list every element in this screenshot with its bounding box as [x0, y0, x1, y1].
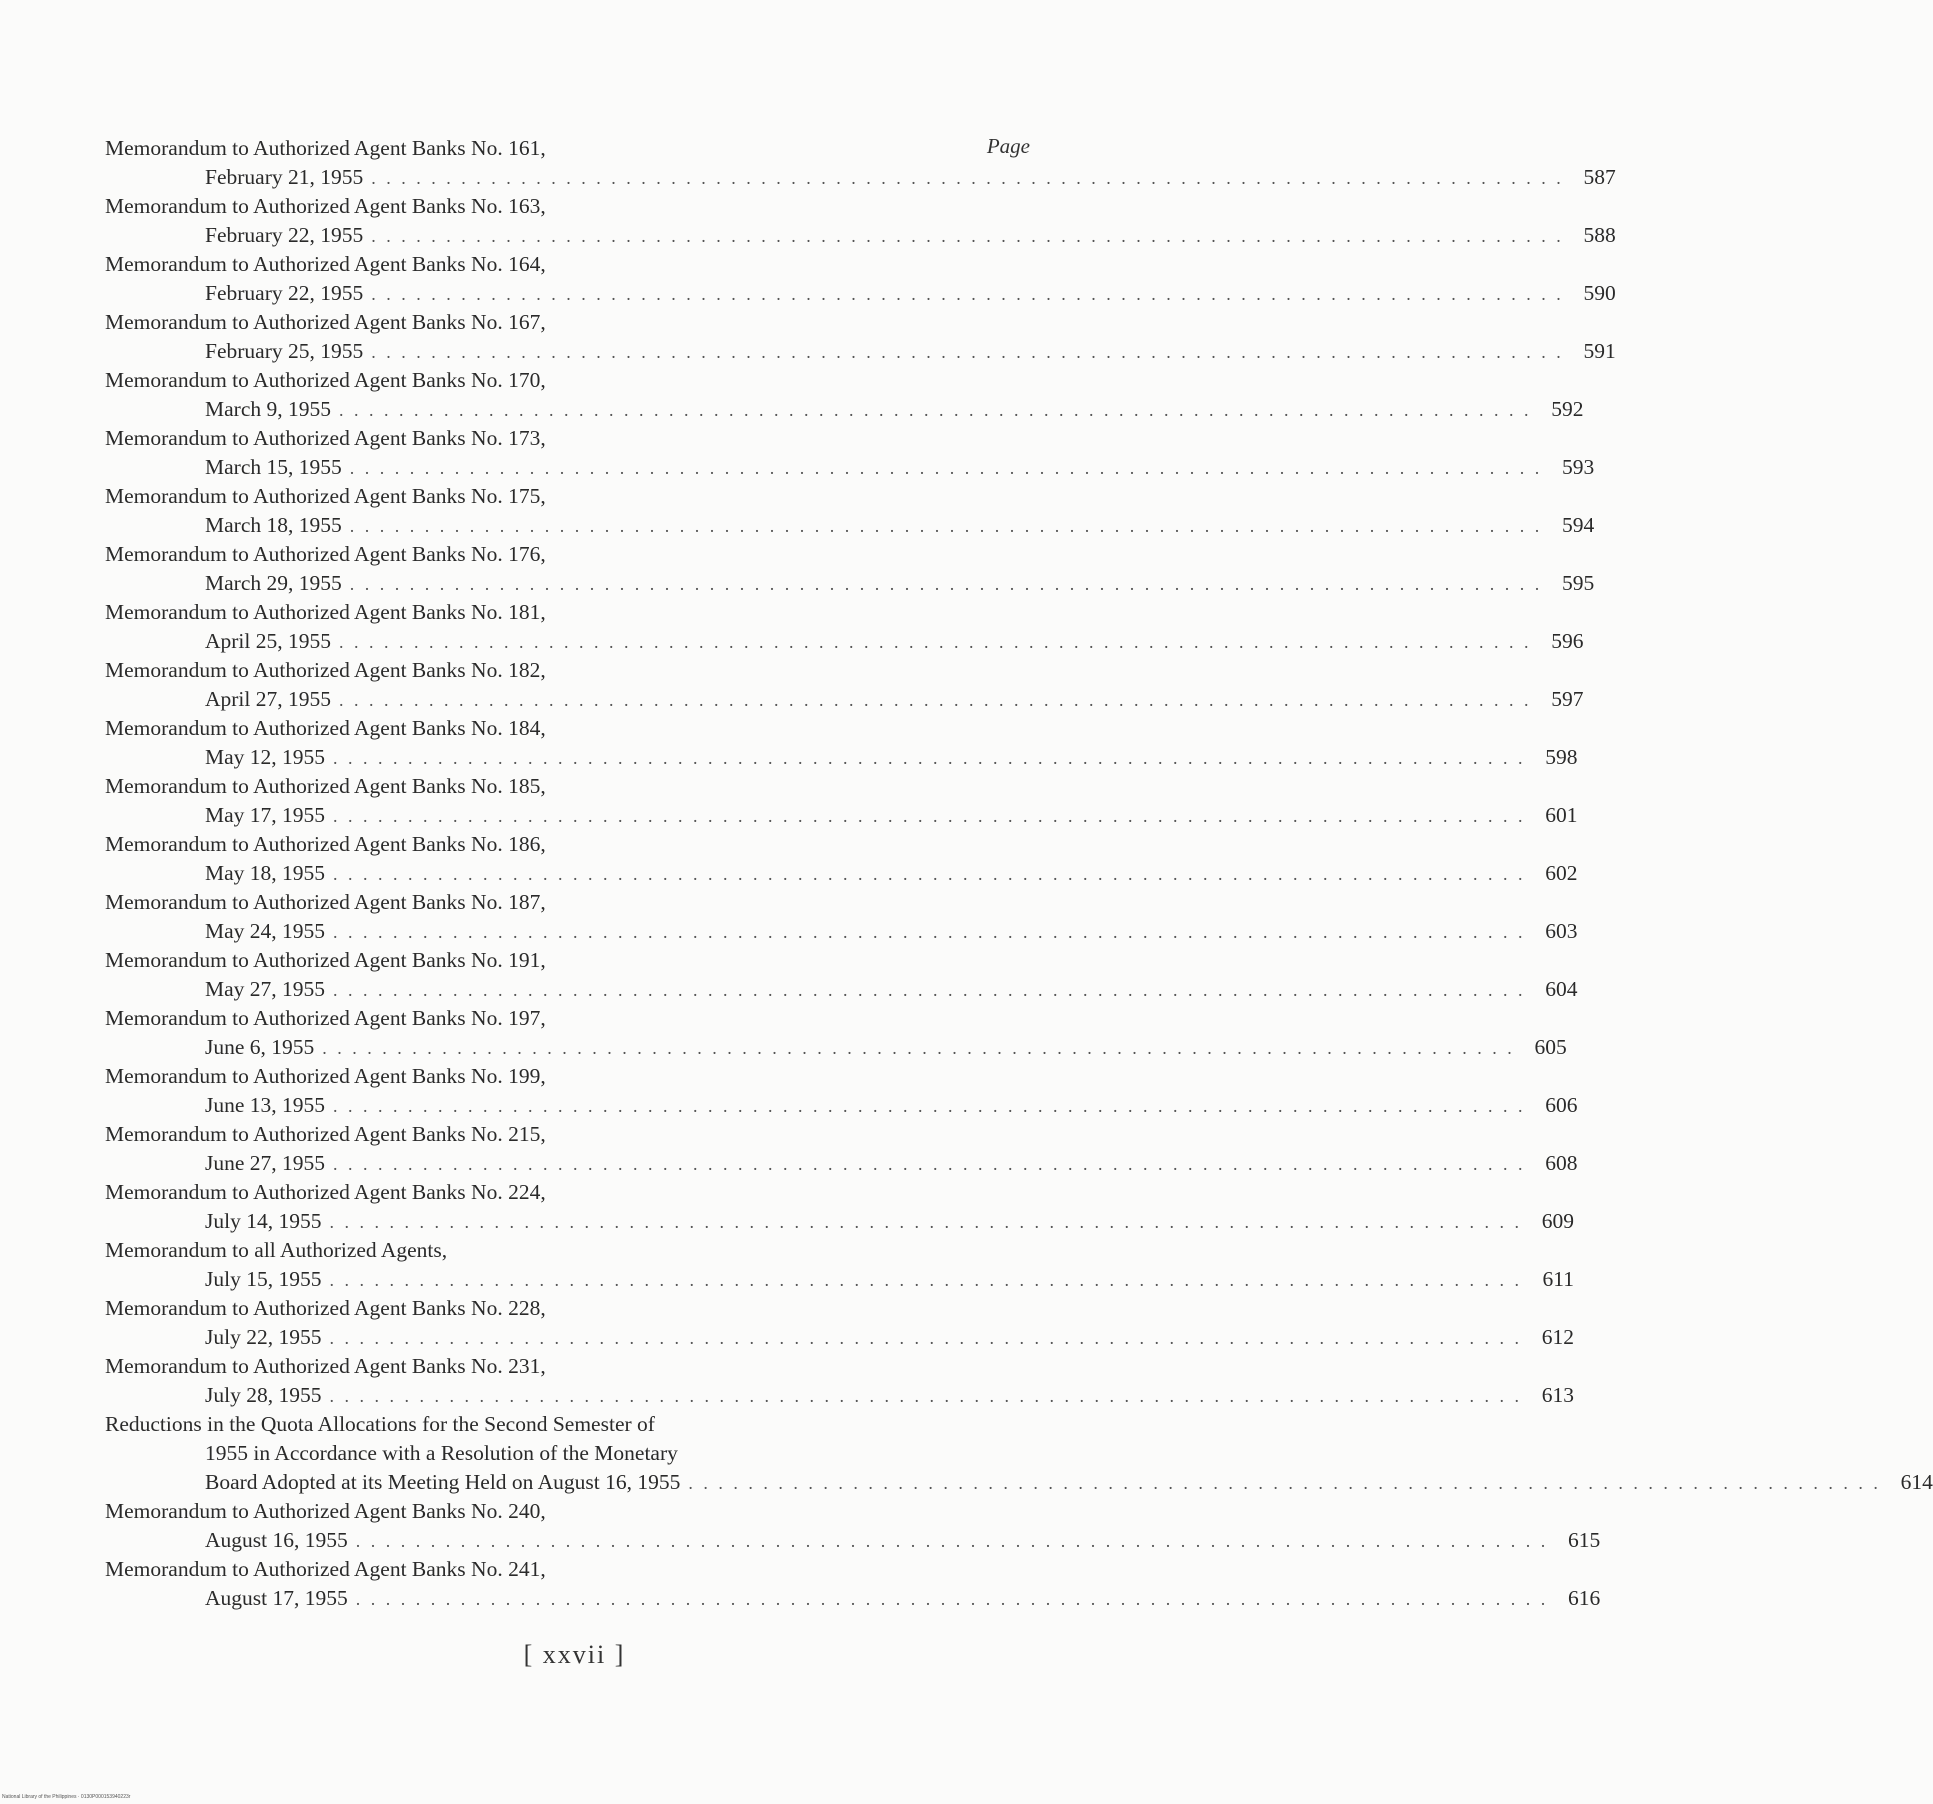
toc-entry-text: March 15, 1955 — [205, 455, 342, 479]
toc-entry-text: July 28, 1955 — [205, 1383, 322, 1407]
toc-entry-final-line — [105, 1526, 1601, 1555]
toc-entry-text: Memorandum to Authorized Agent Banks No. 175, — [105, 484, 546, 508]
toc-entry-text: Memorandum to Authorized Agent Banks No. 184, — [105, 716, 546, 740]
dot-leader: . . . . . . . . . . . . . . . . . . . . . . . . . . . . . . . . . . . . . . . . . . . . . . . . . . . . . . . . . . . . . . . . . . . . . . . . . . . . . . . . — [333, 1096, 1526, 1116]
dot-leader: . . . . . . . . . . . . . . . . . . . . . . . . . . . . . . . . . . . . . . . . . . . . . . . . . . . . . . . . . . . . . . . . . . . . . . . . . . . . . . . . — [329, 1386, 1522, 1406]
toc-entry-final-line — [105, 859, 1578, 888]
toc-entry — [105, 1294, 1574, 1352]
toc-entry-text: May 17, 1955 — [205, 803, 326, 827]
dot-leader: . . . . . . . . . . . . . . . . . . . . . . . . . . . . . . . . . . . . . . . . . . . . . . . . . . . . . . . . . . . . . . . . . . . . . . . . . . . . . . . . — [333, 864, 1526, 884]
toc-entry-text: Memorandum to Authorized Agent Banks No. 176, — [105, 542, 546, 566]
toc-entry-text: March 9, 1955 — [205, 397, 331, 421]
dot-leader: . . . . . . . . . . . . . . . . . . . . . . . . . . . . . . . . . . . . . . . . . . . . . . . . . . . . . . . . . . . . . . . . . . . . . . . . . . . . . . . . — [371, 284, 1564, 304]
toc-entry-text: August 16, 1955 — [205, 1528, 348, 1552]
toc-entry-text: Memorandum to Authorized Agent Banks No. 241, — [105, 1557, 546, 1581]
dot-leader: . . . . . . . . . . . . . . . . . . . . . . . . . . . . . . . . . . . . . . . . . . . . . . . . . . . . . . . . . . . . . . . . . . . . . . . . . . . . . . . . — [371, 342, 1564, 362]
toc-entry-text: February 21, 1955 — [205, 165, 364, 189]
toc-entry — [105, 888, 1578, 946]
toc-entry — [105, 1236, 1574, 1294]
toc-page-number: 592 — [1551, 397, 1584, 421]
toc-entry-text: February 25, 1955 — [205, 339, 364, 363]
toc-entry-text: July 14, 1955 — [205, 1209, 322, 1233]
toc-entry-text: Memorandum to Authorized Agent Banks No. 187, — [105, 890, 546, 914]
toc-page-number: 606 — [1545, 1093, 1578, 1117]
toc-entry-text: Memorandum to Authorized Agent Banks No. 215, — [105, 1122, 546, 1146]
toc-entry-final-line — [105, 1033, 1567, 1062]
toc-entry-final-line — [105, 221, 1616, 250]
toc-entry-text: Memorandum to Authorized Agent Banks No. 231, — [105, 1354, 546, 1378]
toc-entry-text: August 17, 1955 — [205, 1586, 348, 1610]
toc-entry-text: March 18, 1955 — [205, 513, 342, 537]
toc-entry — [105, 1555, 1601, 1613]
toc-page-number: 594 — [1562, 513, 1595, 537]
toc-page-number: 614 — [1900, 1470, 1933, 1494]
toc-entry-text: Memorandum to Authorized Agent Banks No. 199, — [105, 1064, 546, 1088]
toc-entry — [105, 1120, 1578, 1178]
dot-leader: . . . . . . . . . . . . . . . . . . . . . . . . . . . . . . . . . . . . . . . . . . . . . . . . . . . . . . . . . . . . . . . . . . . . . . . . . . . . . . . . — [329, 1328, 1522, 1348]
toc-page-number: 611 — [1542, 1267, 1574, 1291]
toc-entry-final-line — [105, 1381, 1574, 1410]
toc-entry — [105, 656, 1584, 714]
toc-entry — [105, 192, 1616, 250]
toc-entry-final-line — [105, 627, 1584, 656]
toc-page-number: 597 — [1551, 687, 1584, 711]
dot-leader: . . . . . . . . . . . . . . . . . . . . . . . . . . . . . . . . . . . . . . . . . . . . . . . . . . . . . . . . . . . . . . . . . . . . . . . . . . . . . . . . — [371, 168, 1564, 188]
toc-entry-text: Memorandum to Authorized Agent Banks No. 228, — [105, 1296, 546, 1320]
toc-entry-final-line — [105, 279, 1616, 308]
toc-page-number: 601 — [1545, 803, 1578, 827]
toc-entry-text: May 18, 1955 — [205, 861, 326, 885]
toc-page-number: 605 — [1534, 1035, 1567, 1059]
toc-entry-text: March 29, 1955 — [205, 571, 342, 595]
toc-entry-text: June 27, 1955 — [205, 1151, 326, 1175]
toc-entry-text: Memorandum to Authorized Agent Banks No. 167, — [105, 310, 546, 334]
toc-entry-final-line — [105, 917, 1578, 946]
dot-leader: . . . . . . . . . . . . . . . . . . . . . . . . . . . . . . . . . . . . . . . . . . . . . . . . . . . . . . . . . . . . . . . . . . . . . . . . . . . . . . . . — [355, 1531, 1549, 1551]
toc-entry-text: Memorandum to Authorized Agent Banks No. 185, — [105, 774, 546, 798]
toc-entry — [105, 424, 1595, 482]
toc-page-number: 602 — [1545, 861, 1578, 885]
dot-leader: . . . . . . . . . . . . . . . . . . . . . . . . . . . . . . . . . . . . . . . . . . . . . . . . . . . . . . . . . . . . . . . . . . . . . . . . . . . . . . . . — [355, 1589, 1549, 1609]
toc-entry-text: February 22, 1955 — [205, 281, 364, 305]
page-column-label: Page — [986, 134, 1030, 158]
toc-entry-text: Memorandum to Authorized Agent Banks No. 182, — [105, 658, 546, 682]
dot-leader: . . . . . . . . . . . . . . . . . . . . . . . . . . . . . . . . . . . . . . . . . . . . . . . . . . . . . . . . . . . . . . . . . . . . . . . . . . . . . . . . — [329, 1270, 1522, 1290]
toc-page-number: 612 — [1541, 1325, 1574, 1349]
toc-page-number: 587 — [1583, 165, 1616, 189]
toc-entry-text: April 27, 1955 — [205, 687, 332, 711]
toc-entry-text: July 15, 1955 — [205, 1267, 322, 1291]
toc-entry — [105, 134, 1616, 192]
toc-entry-text: Memorandum to Authorized Agent Banks No. 186, — [105, 832, 546, 856]
toc-entry-final-line — [105, 743, 1578, 772]
toc-entry-final-line — [105, 511, 1595, 540]
toc-entry-text: Memorandum to Authorized Agent Banks No. 170, — [105, 368, 546, 392]
toc-entry-final-line — [105, 1584, 1601, 1613]
toc-entry-text: Memorandum to Authorized Agent Banks No. 240, — [105, 1499, 546, 1523]
toc-entry-final-line — [105, 685, 1584, 714]
dot-leader: . . . . . . . . . . . . . . . . . . . . . . . . . . . . . . . . . . . . . . . . . . . . . . . . . . . . . . . . . . . . . . . . . . . . . . . . . . . . . . . . — [322, 1038, 1515, 1058]
toc-entry — [105, 1497, 1601, 1555]
toc-entry-text: Memorandum to Authorized Agent Banks No. 173, — [105, 426, 546, 450]
page-folio: [ xxvii ] — [523, 1640, 626, 1669]
toc-entry — [105, 946, 1578, 1004]
dot-leader: . . . . . . . . . . . . . . . . . . . . . . . . . . . . . . . . . . . . . . . . . . . . . . . . . . . . . . . . . . . . . . . . . . . . . . . . . . . . . . . . — [329, 1212, 1522, 1232]
toc-entry-text: June 13, 1955 — [205, 1093, 326, 1117]
toc-entry-text: Memorandum to all Authorized Agents, — [105, 1238, 448, 1262]
toc-entry-final-line — [105, 1265, 1574, 1294]
toc-entry-text: Memorandum to Authorized Agent Banks No. 161, — [105, 136, 546, 160]
toc-entry-final-line — [105, 163, 1616, 192]
toc-entry-text: June 6, 1955 — [205, 1035, 315, 1059]
dot-leader: . . . . . . . . . . . . . . . . . . . . . . . . . . . . . . . . . . . . . . . . . . . . . . . . . . . . . . . . . . . . . . . . . . . . . . . . . . . . . . . . — [333, 922, 1526, 942]
toc-entry — [105, 830, 1578, 888]
dot-leader: . . . . . . . . . . . . . . . . . . . . . . . . . . . . . . . . . . . . . . . . . . . . . . . . . . . . . . . . . . . . . . . . . . . . . . . . . . . . . . . . — [333, 806, 1526, 826]
toc-entry — [105, 1004, 1567, 1062]
toc-page-number: 596 — [1551, 629, 1584, 653]
dot-leader: . . . . . . . . . . . . . . . . . . . . . . . . . . . . . . . . . . . . . . . . . . . . . . . . . . . . . . . . . . . . . . . . . . . . . . . . . . . . . . . . — [349, 516, 1543, 536]
dot-leader: . . . . . . . . . . . . . . . . . . . . . . . . . . . . . . . . . . . . . . . . . . . . . . . . . . . . . . . . . . . . . . . . . . . . . . . . . . . . . . . . — [333, 980, 1526, 1000]
toc-page-number: 604 — [1545, 977, 1578, 1001]
dot-leader: . . . . . . . . . . . . . . . . . . . . . . . . . . . . . . . . . . . . . . . . . . . . . . . . . . . . . . . . . . . . . . . . . . . . . . . . . . . . . . . . — [339, 632, 1532, 652]
toc-entry — [105, 1178, 1574, 1236]
toc-entry — [105, 366, 1584, 424]
toc-page-number: 590 — [1583, 281, 1616, 305]
toc-entry — [105, 1062, 1578, 1120]
toc-page-number: 609 — [1541, 1209, 1574, 1233]
toc-entry-final-line — [105, 801, 1578, 830]
toc-entry-final-line — [105, 1207, 1574, 1236]
toc-entry-text: Memorandum to Authorized Agent Banks No. 181, — [105, 600, 546, 624]
toc-entry — [105, 482, 1595, 540]
toc-entry-final-line — [105, 337, 1616, 366]
toc-entry-final-line — [105, 569, 1595, 598]
toc-entry-text: Memorandum to Authorized Agent Banks No. 224, — [105, 1180, 546, 1204]
scan-credit: National Library of the Philippines · 0130P000153940223r — [2, 1794, 131, 1800]
dot-leader: . . . . . . . . . . . . . . . . . . . . . . . . . . . . . . . . . . . . . . . . . . . . . . . . . . . . . . . . . . . . . . . . . . . . . . . . . . . . . . . . — [339, 400, 1532, 420]
toc-entry-final-line — [105, 1323, 1574, 1352]
toc-entry-text: Memorandum to Authorized Agent Banks No. 164, — [105, 252, 546, 276]
toc-page-number: 616 — [1568, 1586, 1601, 1610]
toc-entry — [105, 772, 1578, 830]
dot-leader: . . . . . . . . . . . . . . . . . . . . . . . . . . . . . . . . . . . . . . . . . . . . . . . . . . . . . . . . . . . . . . . . . . . . . . . . . . . . . . . . — [688, 1473, 1881, 1493]
toc-entry — [105, 714, 1578, 772]
toc-entry — [105, 1352, 1574, 1410]
toc-entry-final-line — [105, 395, 1584, 424]
toc-entry-final-line — [105, 1091, 1578, 1120]
toc-page-number: 608 — [1545, 1151, 1578, 1175]
toc-entry-text: April 25, 1955 — [205, 629, 332, 653]
dot-leader: . . . . . . . . . . . . . . . . . . . . . . . . . . . . . . . . . . . . . . . . . . . . . . . . . . . . . . . . . . . . . . . . . . . . . . . . . . . . . . . . — [333, 748, 1526, 768]
toc-entry-text: July 22, 1955 — [205, 1325, 322, 1349]
dot-leader: . . . . . . . . . . . . . . . . . . . . . . . . . . . . . . . . . . . . . . . . . . . . . . . . . . . . . . . . . . . . . . . . . . . . . . . . . . . . . . . . — [349, 574, 1543, 594]
toc-entry-final-line — [105, 975, 1578, 1004]
toc-entry — [105, 1410, 1933, 1497]
toc-entry-final-line — [105, 1149, 1578, 1178]
dot-leader: . . . . . . . . . . . . . . . . . . . . . . . . . . . . . . . . . . . . . . . . . . . . . . . . . . . . . . . . . . . . . . . . . . . . . . . . . . . . . . . . — [339, 690, 1532, 710]
toc-page-number: 615 — [1568, 1528, 1601, 1552]
dot-leader: . . . . . . . . . . . . . . . . . . . . . . . . . . . . . . . . . . . . . . . . . . . . . . . . . . . . . . . . . . . . . . . . . . . . . . . . . . . . . . . . — [349, 458, 1543, 478]
toc-page-number: 588 — [1583, 223, 1616, 247]
toc-page-number: 591 — [1583, 339, 1616, 363]
toc-entry-text: Memorandum to Authorized Agent Banks No. 197, — [105, 1006, 546, 1030]
dot-leader: . . . . . . . . . . . . . . . . . . . . . . . . . . . . . . . . . . . . . . . . . . . . . . . . . . . . . . . . . . . . . . . . . . . . . . . . . . . . . . . . — [333, 1154, 1526, 1174]
dot-leader: . . . . . . . . . . . . . . . . . . . . . . . . . . . . . . . . . . . . . . . . . . . . . . . . . . . . . . . . . . . . . . . . . . . . . . . . . . . . . . . . — [371, 226, 1564, 246]
toc-entry-text: May 12, 1955 — [205, 745, 326, 769]
toc-entry — [105, 250, 1616, 308]
toc-entry-final-line — [105, 1468, 1933, 1497]
toc-entry — [105, 540, 1595, 598]
toc-page-number: 593 — [1562, 455, 1595, 479]
toc-page-number: 613 — [1541, 1383, 1574, 1407]
toc-entry-final-line — [105, 453, 1595, 482]
toc-page-number: 603 — [1545, 919, 1578, 943]
toc-entry-text: February 22, 1955 — [205, 223, 364, 247]
toc-entry-text: 1955 in Accordance with a Resolution of the Monetary — [205, 1441, 678, 1465]
toc-entry-text: Board Adopted at its Meeting Held on August 16, 1955 — [205, 1470, 681, 1494]
toc-entry — [105, 598, 1584, 656]
toc-entry-text: Reductions in the Quota Allocations for the Second Semester of — [105, 1412, 655, 1436]
table-of-contents — [105, 134, 1933, 1613]
toc-page-number: 595 — [1562, 571, 1595, 595]
toc-entry-text: Memorandum to Authorized Agent Banks No. 163, — [105, 194, 546, 218]
toc-entry-text: May 24, 1955 — [205, 919, 326, 943]
toc-entry-text: Memorandum to Authorized Agent Banks No. 191, — [105, 948, 546, 972]
toc-entry — [105, 308, 1616, 366]
toc-page-number: 598 — [1545, 745, 1578, 769]
toc-entry-text: May 27, 1955 — [205, 977, 326, 1001]
